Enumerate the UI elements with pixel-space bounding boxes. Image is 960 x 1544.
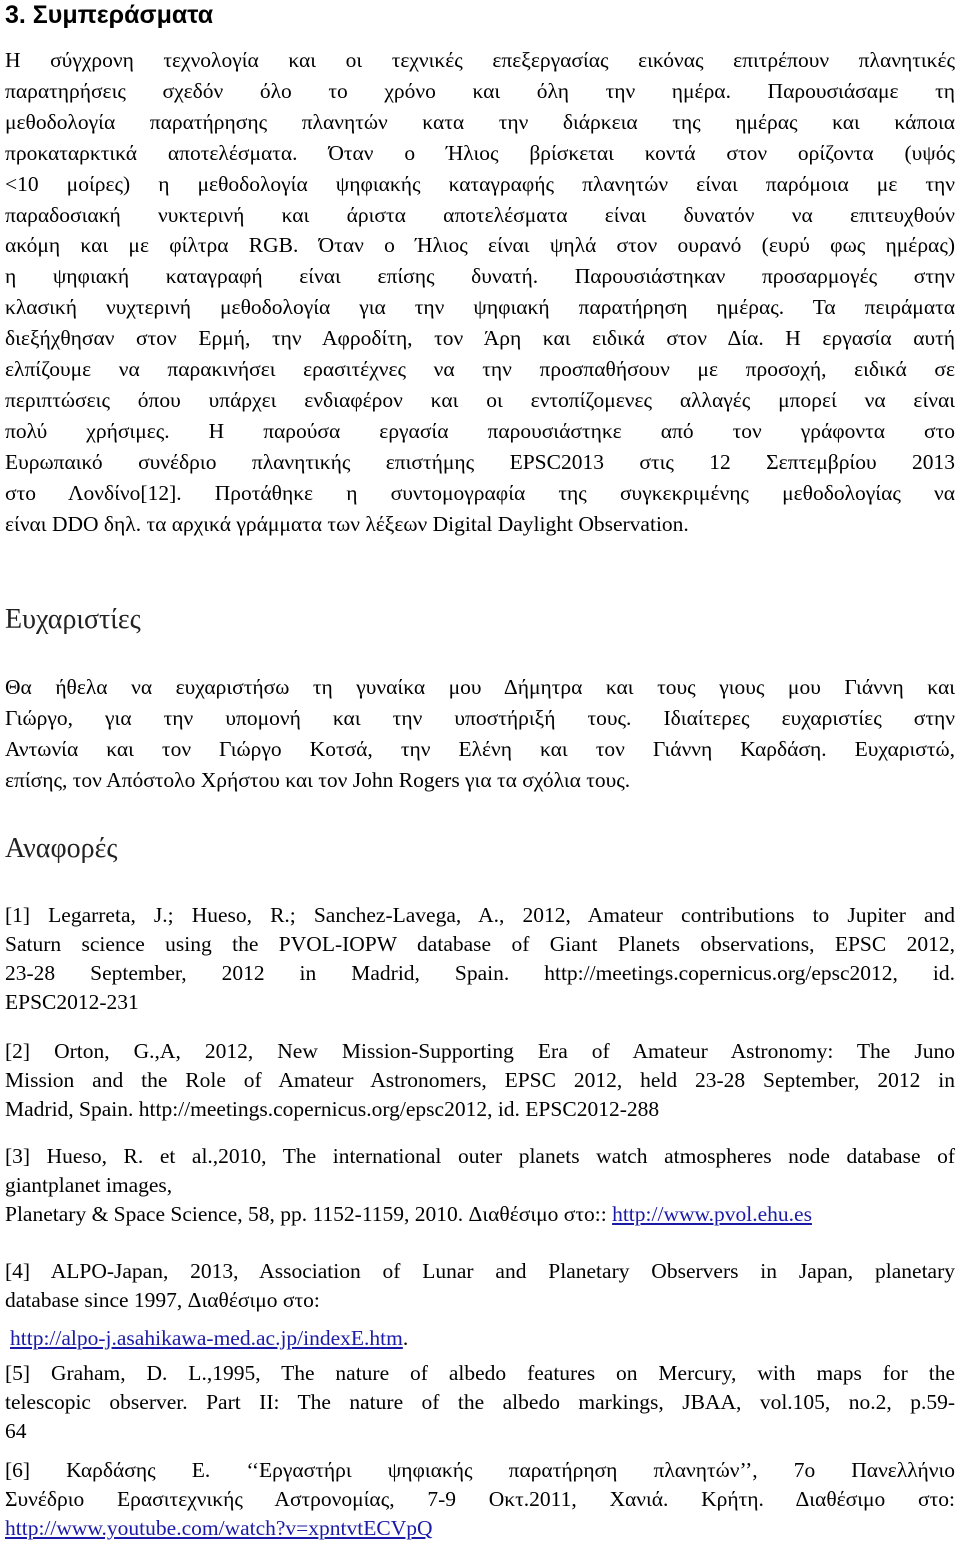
text-line: Mission and the Role of Amateur Astronomers, EPSC 2012, held 23-28 September, 2012 in xyxy=(5,1068,955,1092)
text-line: <10 μοίρες) η μεθοδολογία ψηφιακής καταγραφής πλανητών είναι παρόμοια με την xyxy=(5,171,955,196)
text-line: μεθοδολογία παρατήρησης πλανητών κατα την διάρκεια της ημέρας και κάποια xyxy=(5,109,955,134)
text-line: [4] ALPO-Japan, 2013, Association of Lunar and Planetary Observers in Japan, planetary xyxy=(5,1259,955,1283)
reference-5 xyxy=(5,1359,955,1446)
text-line: επίσης, τον Απόστολο Χρήστου και τον John Rogers για τα σχόλια τους. xyxy=(5,767,631,792)
text-line: Συνέδριο Ερασιτεχνικής Αστρονομίας, 7-9 Οκτ.2011, Χανιά. Κρήτη. Διαθέσιμο στο: xyxy=(5,1487,955,1511)
text-line: πολύ χρήσιμες. Η παρούσα εργασία παρουσιάστηκε από τον γράφοντα στο xyxy=(5,418,955,443)
text-fragment: Planetary & Space Science, 58, pp. 1152-1159, 2010. Διαθέσιμο στο:: xyxy=(5,1202,613,1226)
text-line: giantplanet images, xyxy=(5,1173,173,1197)
conclusions-paragraph xyxy=(5,45,955,540)
text-line: Ευρωπαικό συνέδριο πλανητικής επιστήμης EPSC2013 στις 12 Σεπτεμβρίου 2013 xyxy=(5,449,955,474)
text-line: [3] Hueso, R. et al.,2010, The international outer planets watch atmospheres node database of xyxy=(5,1144,955,1168)
text-line xyxy=(5,1514,955,1543)
references-title: Αναφορές xyxy=(5,833,118,864)
link-suffix: . xyxy=(402,1326,409,1350)
text-line: κλασική νυχτερινή μεθοδολογία για την ψηφιακή παρατήρηση ημέρας. Τα πειράματα xyxy=(5,295,955,320)
text-line: ακόμη και με φίλτρα RGB. Όταν ο Ήλιος είναι ψηλά στον ουρανό (ευρύ φως ημέρας) xyxy=(5,233,955,258)
text-line: Madrid, Spain. http://meetings.copernicus.org/epsc2012, id. EPSC2012-288 xyxy=(5,1097,660,1121)
acknowledgements-paragraph xyxy=(5,672,955,796)
text-line: ελπίζουμε να παρακινήσει ερασιτέχνες να την προσπαθήσουν με προσοχή, ειδικά σε xyxy=(5,357,955,382)
reference-2 xyxy=(5,1037,955,1124)
text-line: η ψηφιακή καταγραφή είναι επίσης δυνατή. Παρουσιάστηκαν προσαρμογές στην xyxy=(5,264,955,289)
pvol-link[interactable]: http://www.pvol.ehu.es xyxy=(612,1202,812,1226)
text-line: προκαταρκτικά αποτελέσματα. Όταν ο Ήλιος βρίσκεται κοντά στον ορίζοντα (υψός xyxy=(5,140,955,165)
text-line: είναι DDO δηλ. τα αρχικά γράμματα των λέξεων Digital Daylight Observation. xyxy=(5,511,689,536)
text-line: παραδοσιακή νυκτερινή και άριστα αποτελέσματα είναι δυνατόν να επιτευχθούν xyxy=(5,202,955,227)
text-line: 23-28 September, 2012 in Madrid, Spain. http://meetings.copernicus.org/epsc2012, id. xyxy=(5,961,955,985)
youtube-link[interactable]: http://www.youtube.com/watch?v=xpntvtECVpQ xyxy=(5,1516,433,1540)
text-line: EPSC2012-231 xyxy=(5,990,139,1014)
text-line: Αντωνία και τον Γιώργο Κοτσά, την Ελένη και τον Γιάννη Καρδάση. Ευχαριστώ, xyxy=(5,736,955,761)
text-line: [2] Orton, G.,A, 2012, New Mission-Supporting Era of Amateur Astronomy: The Juno xyxy=(5,1039,955,1063)
text-line: παρατηρήσεις σχεδόν όλο το χρόνο και όλη την ημέρα. Παρουσιάσαμε τη xyxy=(5,78,955,103)
reference-1 xyxy=(5,901,955,1017)
reference-4 xyxy=(5,1257,955,1315)
section-title: 3. Συμπεράσματα xyxy=(5,1,214,29)
text-line: 64 xyxy=(5,1419,27,1443)
reference-4-link-line xyxy=(10,1324,408,1353)
acknowledgements-title: Ευχαριστίες xyxy=(5,604,141,635)
text-line xyxy=(5,1200,955,1229)
text-line: [5] Graham, D. L.,1995, The nature of albedo features on Mercury, with maps for the xyxy=(5,1361,955,1385)
text-line: telescopic observer. Part II: The nature of the albedo markings, JBAA, vol.105, no.2, p.59- xyxy=(5,1390,955,1414)
reference-6 xyxy=(5,1456,955,1543)
text-line: Θα ήθελα να ευχαριστήσω τη γυναίκα μου Δήμητρα και τους γιους μου Γιάννη και xyxy=(5,675,955,699)
text-line: περιπτώσεις όπου υπάρχει ενδιαφέρον και οι εντοπίζομενες αλλαγές μπορεί να είναι xyxy=(5,387,955,412)
text-line: [1] Legarreta, J.; Hueso, R.; Sanchez-Lavega, A., 2012, Amateur contributions to Jupiter and xyxy=(5,903,955,927)
text-line: στο Λονδίνο[12]. Προτάθηκε η συντομογραφία της συγκεκριμένης μεθοδολογίας να xyxy=(5,480,955,505)
text-line: database since 1997, Διαθέσιμο στο: xyxy=(5,1288,320,1312)
reference-3 xyxy=(5,1142,955,1229)
text-line: Saturn science using the PVOL-IOPW database of Giant Planets observations, EPSC 2012, xyxy=(5,932,955,956)
text-line: διεξήχθησαν στον Ερμή, την Αφροδίτη, τον Άρη και ειδικά στον Δία. Η εργασία αυτή xyxy=(5,326,955,351)
text-line: Η σύγχρονη τεχνολογία και οι τεχνικές επεξεργασίας εικόνας επιτρέπουν πλανητικές xyxy=(5,48,955,72)
text-line: Γιώργο, για την υπομονή και την υποστήριξή τους. Ιδιαίτερες ευχαριστίες στην xyxy=(5,705,955,730)
alpo-japan-link[interactable]: http://alpo-j.asahikawa-med.ac.jp/indexE.htm xyxy=(10,1326,403,1350)
text-line: [6] Καρδάσης Ε. ‘‘Εργαστήρι ψηφιακής παρατήρηση πλανητών’’, 7ο Πανελλήνιο xyxy=(5,1458,955,1482)
